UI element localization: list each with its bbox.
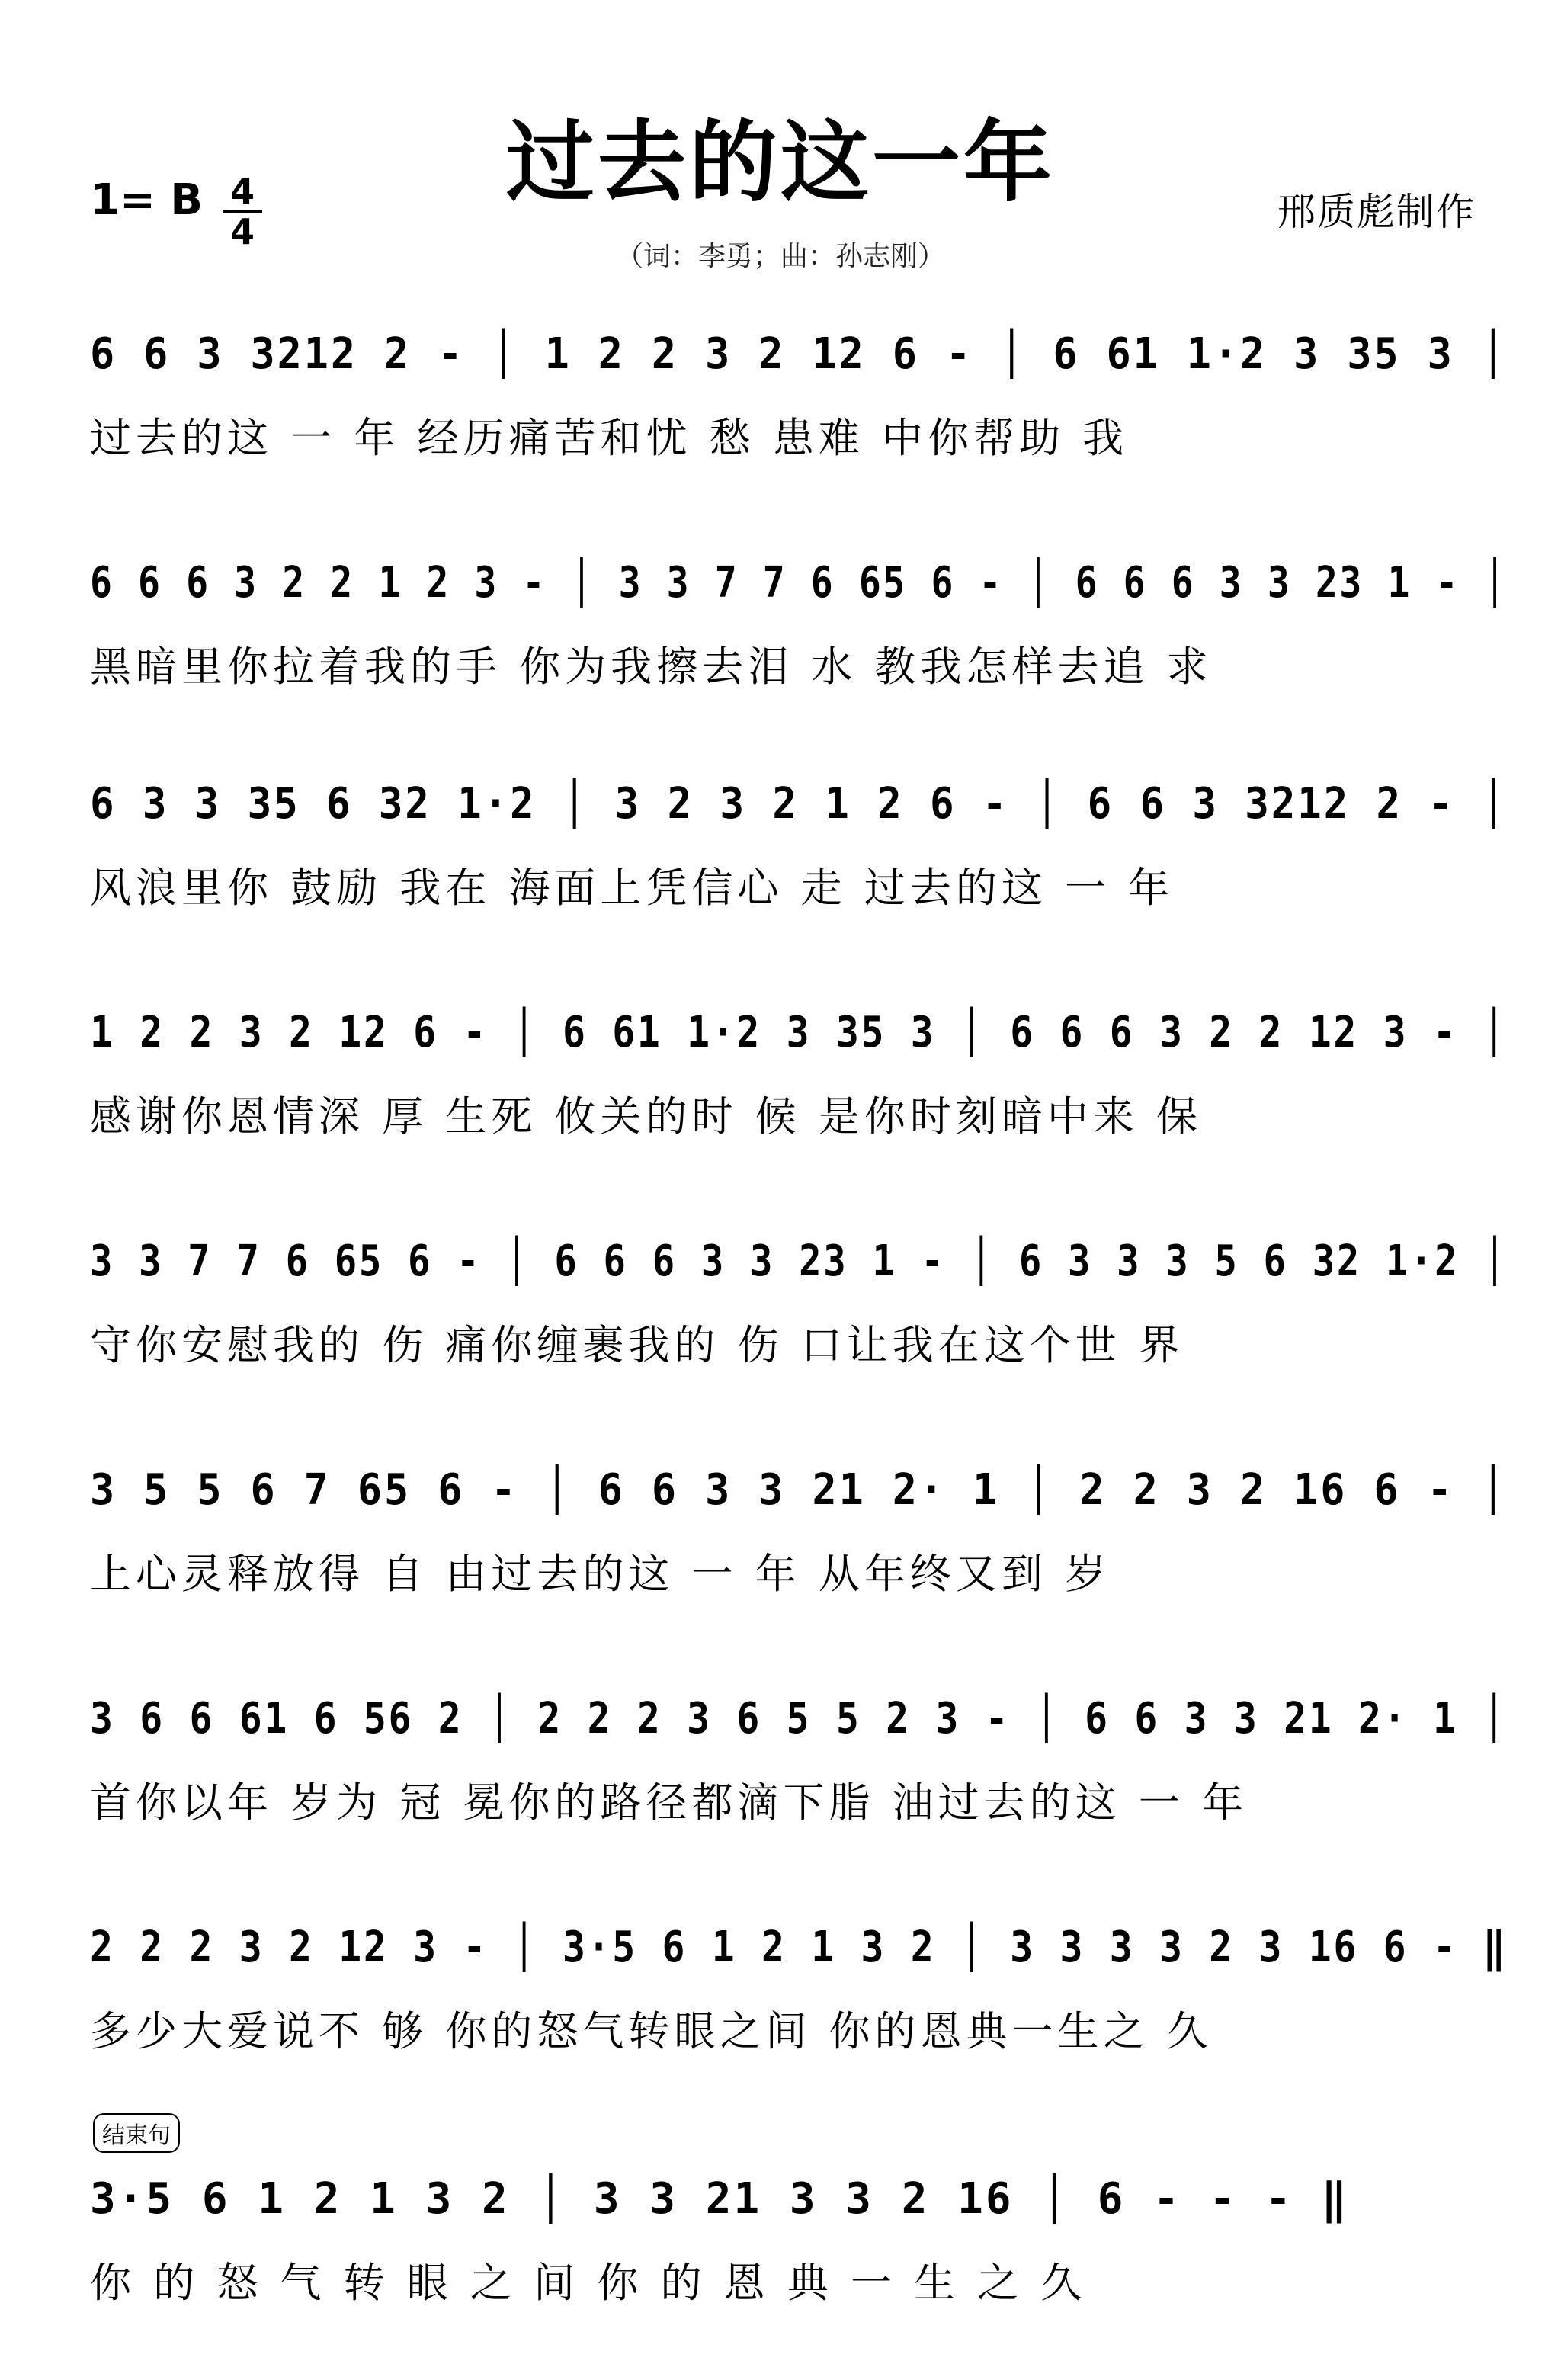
lyrics-line: 黑暗里你拉着我的手 你为我擦去泪 水 教我怎样去追 求 (90, 643, 1213, 691)
notation-line: 3 5 5 6 7 65 6 - │ 6 6 3 3 21 2· 1 │ 2 2 3 2 16 6 - │ (90, 1465, 1508, 1515)
notation-line: 3 6 6 61 6 56 2 │ 2 2 2 3 6 5 5 2 3 - │ 6 6 3 3 21 2· 1 │ (90, 1694, 1508, 1743)
key-signature: 1= B (90, 175, 204, 225)
song-title: 过去的这一年 (506, 111, 1055, 214)
notation-line: 3·5 6 1 2 1 3 2 │ 3 3 21 3 3 2 16 │ 6 - - - ‖ (90, 2174, 1350, 2224)
ending-label: 结束句 (93, 2113, 180, 2153)
notation-line: 1 2 2 3 2 12 6 - │ 6 61 1·2 3 35 3 │ 6 6 6 3 2 2 12 3 - │ (90, 1008, 1508, 1057)
notation-line: 6 6 6 3 2 2 1 2 3 - │ 3 3 7 7 6 65 6 - │ 6 6 6 3 3 23 1 - │ (90, 558, 1508, 608)
lyrics-line: 风浪里你 鼓励 我在 海面上凭信心 走 过去的这 一 年 (90, 864, 1175, 912)
lyrics-line: 你 的 怒 气 转 眼 之 间 你 的 恩 典 一 生 之 久 (90, 2259, 1087, 2307)
time-signature-numerator: 4 (223, 174, 262, 213)
lyrics-line: 感谢你恩情深 厚 生死 攸关的时 候 是你时刻暗中来 保 (90, 1092, 1202, 1140)
lyrics-line: 过去的这 一 年 经历痛苦和忧 愁 患难 中你帮助 我 (90, 414, 1129, 462)
notation-line: 3 3 7 7 6 65 6 - │ 6 6 6 3 3 23 1 - │ 6 3 3 3 5 6 32 1·2 │ (90, 1237, 1508, 1286)
notation-line: 2 2 2 3 2 12 3 - │ 3·5 6 1 2 1 3 2 │ 3 3 3 3 2 3 16 6 - ‖ (90, 1923, 1508, 1972)
lyricist-composer-credit: （词：李勇；曲：孙志刚） (615, 241, 945, 272)
lyrics-line: 上心灵释放得 自 由过去的这 一 年 从年终又到 岁 (90, 1550, 1111, 1598)
arranger-credit: 邢质彪制作 (1277, 190, 1476, 234)
lyrics-line: 首你以年 岁为 冠 冕你的路径都滴下脂 油过去的这 一 年 (90, 1779, 1248, 1827)
notation-line: 6 3 3 35 6 32 1·2 │ 3 2 3 2 1 2 6 - │ 6 6 3 3212 2 - │ (90, 779, 1508, 829)
notation-line: 6 6 3 3212 2 - │ 1 2 2 3 2 12 6 - │ 6 61 1·2 3 35 3 │ (90, 329, 1508, 379)
time-signature-denominator: 4 (229, 211, 255, 252)
lyrics-line: 多少大爱说不 够 你的怒气转眼之间 你的恩典一生之 久 (90, 2007, 1213, 2055)
lyrics-line: 守你安慰我的 伤 痛你缠裹我的 伤 口让我在这个世 界 (90, 1321, 1184, 1369)
